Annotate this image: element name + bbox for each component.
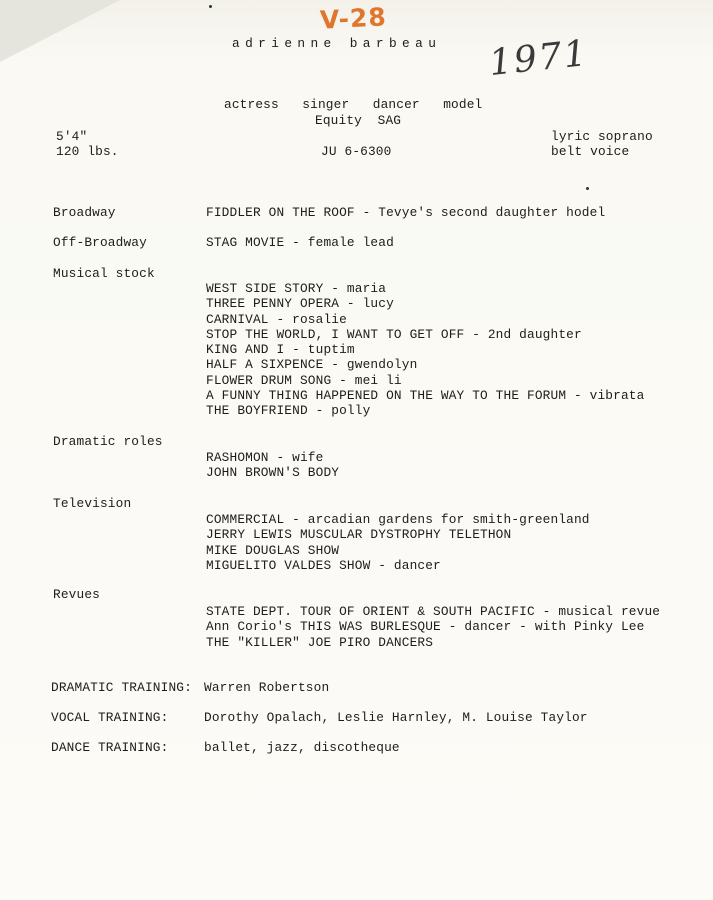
credit-line: MIKE DOUGLAS SHOW: [206, 542, 340, 558]
voice-type: belt voice: [551, 144, 630, 159]
training-value-dramatic: Warren Robertson: [204, 680, 330, 695]
credit-line: STATE DEPT. TOUR OF ORIENT & SOUTH PACIFIC - musical revue: [206, 604, 661, 619]
credit-line: RASHOMON - wife: [206, 450, 324, 465]
revues-credits: [206, 604, 660, 650]
credit-line: THE "KILLER" JOE PIRO DANCERS: [206, 634, 434, 650]
credit-line: THREE PENNY OPERA - lucy: [206, 296, 394, 312]
credit-line: JOHN BROWN'S BODY: [206, 465, 340, 481]
credit-line: STOP THE WORLD, I WANT TO GET OFF - 2nd daughter: [206, 326, 582, 342]
folded-corner: [0, 0, 120, 62]
roles-line: actress singer dancer model: [224, 97, 483, 112]
credit-line: JERRY LEWIS MUSCULAR DYSTROPHY TELETHON: [206, 527, 512, 543]
credit-line: A FUNNY THING HAPPENED ON THE WAY TO THE FORUM - vibrata: [206, 388, 645, 404]
section-label-television: Television: [53, 496, 132, 511]
credit-line: STAG MOVIE - female lead: [206, 235, 394, 250]
section-label-musical-stock: Musical stock: [53, 266, 155, 281]
credit-line: THE BOYFRIEND - polly: [206, 403, 371, 419]
credit-line: FIDDLER ON THE ROOF - Tevye's second daughter hodel: [206, 205, 606, 220]
performer-name: adrienne barbeau: [232, 36, 442, 51]
section-label-revues: Revues: [53, 587, 100, 602]
phone: JU 6-6300: [321, 144, 392, 159]
section-label-dramatic-roles: Dramatic roles: [53, 434, 163, 449]
section-label-off-broadway: Off-Broadway: [53, 235, 147, 250]
weight: 120 lbs.: [56, 144, 119, 159]
credit-line: COMMERCIAL - arcadian gardens for smith-greenland: [206, 512, 590, 527]
ink-dot: [586, 187, 589, 190]
voice-type: lyric soprano: [551, 129, 653, 144]
musical-stock-credits: [206, 281, 644, 419]
height: 5'4": [56, 129, 88, 144]
handwritten-year: 1971: [487, 32, 591, 85]
dramatic-roles-credits: [206, 450, 339, 481]
credit-line: HALF A SIXPENCE - gwendolyn: [206, 357, 418, 373]
credit-line: KING AND I - tuptim: [206, 342, 355, 358]
credit-line: Ann Corio's THIS WAS BURLESQUE - dancer - with Pinky Lee: [206, 619, 645, 635]
credit-line: CARNIVAL - rosalie: [206, 311, 347, 327]
television-credits: [206, 512, 590, 573]
unions: Equity SAG: [315, 113, 402, 128]
training-value-vocal: Dorothy Opalach, Leslie Harnley, M. Louise Taylor: [204, 710, 588, 725]
credit-line: WEST SIDE STORY - maria: [206, 281, 387, 296]
credit-line: MIGUELITO VALDES SHOW - dancer: [206, 557, 441, 573]
training-value-dance: ballet, jazz, discotheque: [204, 740, 400, 755]
training-label-dramatic: DRAMATIC TRAINING:: [51, 680, 192, 695]
credit-line: FLOWER DRUM SONG - mei li: [206, 372, 402, 388]
ink-dot: [209, 5, 212, 8]
broadway-credits: [206, 205, 605, 220]
off-broadway-credits: [206, 235, 394, 250]
section-label-broadway: Broadway: [53, 205, 116, 220]
handwritten-code: V-28: [319, 2, 388, 35]
training-label-vocal: VOCAL TRAINING:: [51, 710, 169, 725]
training-label-dance: DANCE TRAINING:: [51, 740, 169, 755]
